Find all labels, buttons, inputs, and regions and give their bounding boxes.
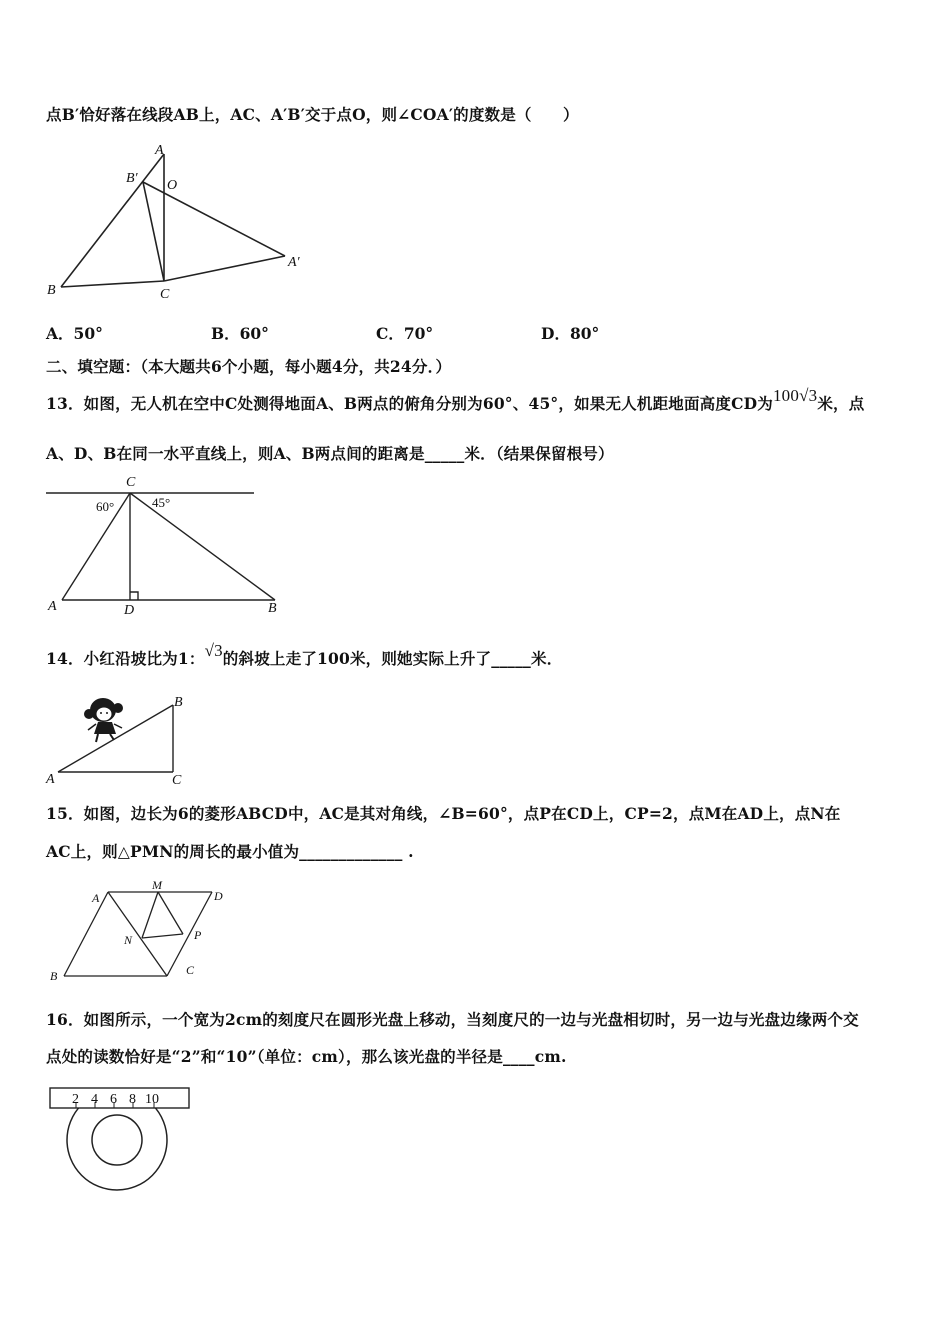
q16-figure: [44, 1084, 204, 1196]
q15-label-B: B: [50, 969, 58, 983]
q14-label-B: B: [174, 695, 183, 710]
q13-label-A: A: [48, 599, 57, 614]
q13-angle-60: 60°: [96, 499, 115, 514]
q14-label-A: A: [46, 772, 55, 786]
ruler-label-8: 8: [129, 1092, 136, 1107]
q13-math-100sqrt3: 100√3: [772, 386, 818, 405]
q13-label-C: C: [126, 475, 136, 490]
q15-line2: AC上，则△PMN的周长的最小值为_____________ .: [46, 842, 414, 861]
ruler-label-2: 2: [72, 1092, 79, 1107]
q12-label-B: B: [47, 283, 56, 298]
q15-label-P: P: [194, 928, 202, 942]
q12-option-b: B．60°: [211, 324, 269, 343]
q15-figure: [40, 874, 240, 986]
q16-line1: 16．如图所示，一个宽为2cm的刻度尺在圆形光盘上移动，当刻度尺的一边与光盘相切时，另一边与光盘边缘两个交: [46, 1010, 859, 1029]
section2-heading: 二、填空题：（本大题共6个小题，每小题4分，共24分．）: [46, 357, 452, 376]
ruler-label-4: 4: [91, 1092, 98, 1107]
q12-option-a: A．50°: [46, 324, 103, 343]
q12-label-Aprime: A′: [288, 255, 300, 270]
q16-line2: 点处的读数恰好是“2”和“10”（单位：cm），那么该光盘的半径是____cm.: [46, 1047, 567, 1066]
q14-text: 14．小红沿坡比为1：√3的斜坡上走了100米，则她实际上升了_____米．: [46, 641, 563, 668]
q15-label-M: M: [152, 878, 162, 892]
q13-angle-45: 45°: [152, 495, 171, 510]
q13-figure: [40, 474, 290, 618]
q12-stem: 点B′恰好落在线段AB上，AC、A′B′交于点O，则∠COA′的度数是（ ）: [46, 105, 579, 124]
q15-label-D: D: [214, 889, 223, 903]
q12-option-c: C．70°: [376, 324, 434, 343]
q14-label-C: C: [172, 773, 182, 786]
q14-figure: [40, 690, 200, 786]
q15-label-C: C: [186, 963, 195, 977]
q13-label-D: D: [124, 603, 135, 618]
ruler-label-6: 6: [110, 1092, 117, 1107]
q13-label-B: B: [268, 601, 277, 616]
q12-option-d: D．80°: [541, 324, 600, 343]
q14-math-sqrt3: √3: [204, 641, 223, 660]
q13-line1: 13．如图，无人机在空中C处测得地面A、B两点的俯角分别为60°、45°，如果无人机距地面高度CD为100√3米，点: [46, 386, 865, 413]
q15-line1: 15．如图，边长为6的菱形ABCD中，AC是其对角线，∠B=60°，点P在CD上，CP=2，点M在AD上，点N在: [46, 804, 841, 823]
q15-label-A: A: [92, 891, 100, 905]
q12-label-A: A: [155, 143, 164, 158]
q12-label-Bprime: B′: [126, 171, 138, 186]
q15-label-N: N: [124, 933, 133, 947]
q13-line2: A、D、B在同一水平直线上，则A、B两点间的距离是_____米．（结果保留根号）: [46, 444, 614, 463]
q12-label-O: O: [167, 178, 178, 193]
q12-label-C: C: [160, 287, 170, 302]
q12-figure: [40, 142, 310, 304]
ruler-label-10: 10: [145, 1092, 159, 1107]
girl-figure-icon: [84, 698, 123, 742]
